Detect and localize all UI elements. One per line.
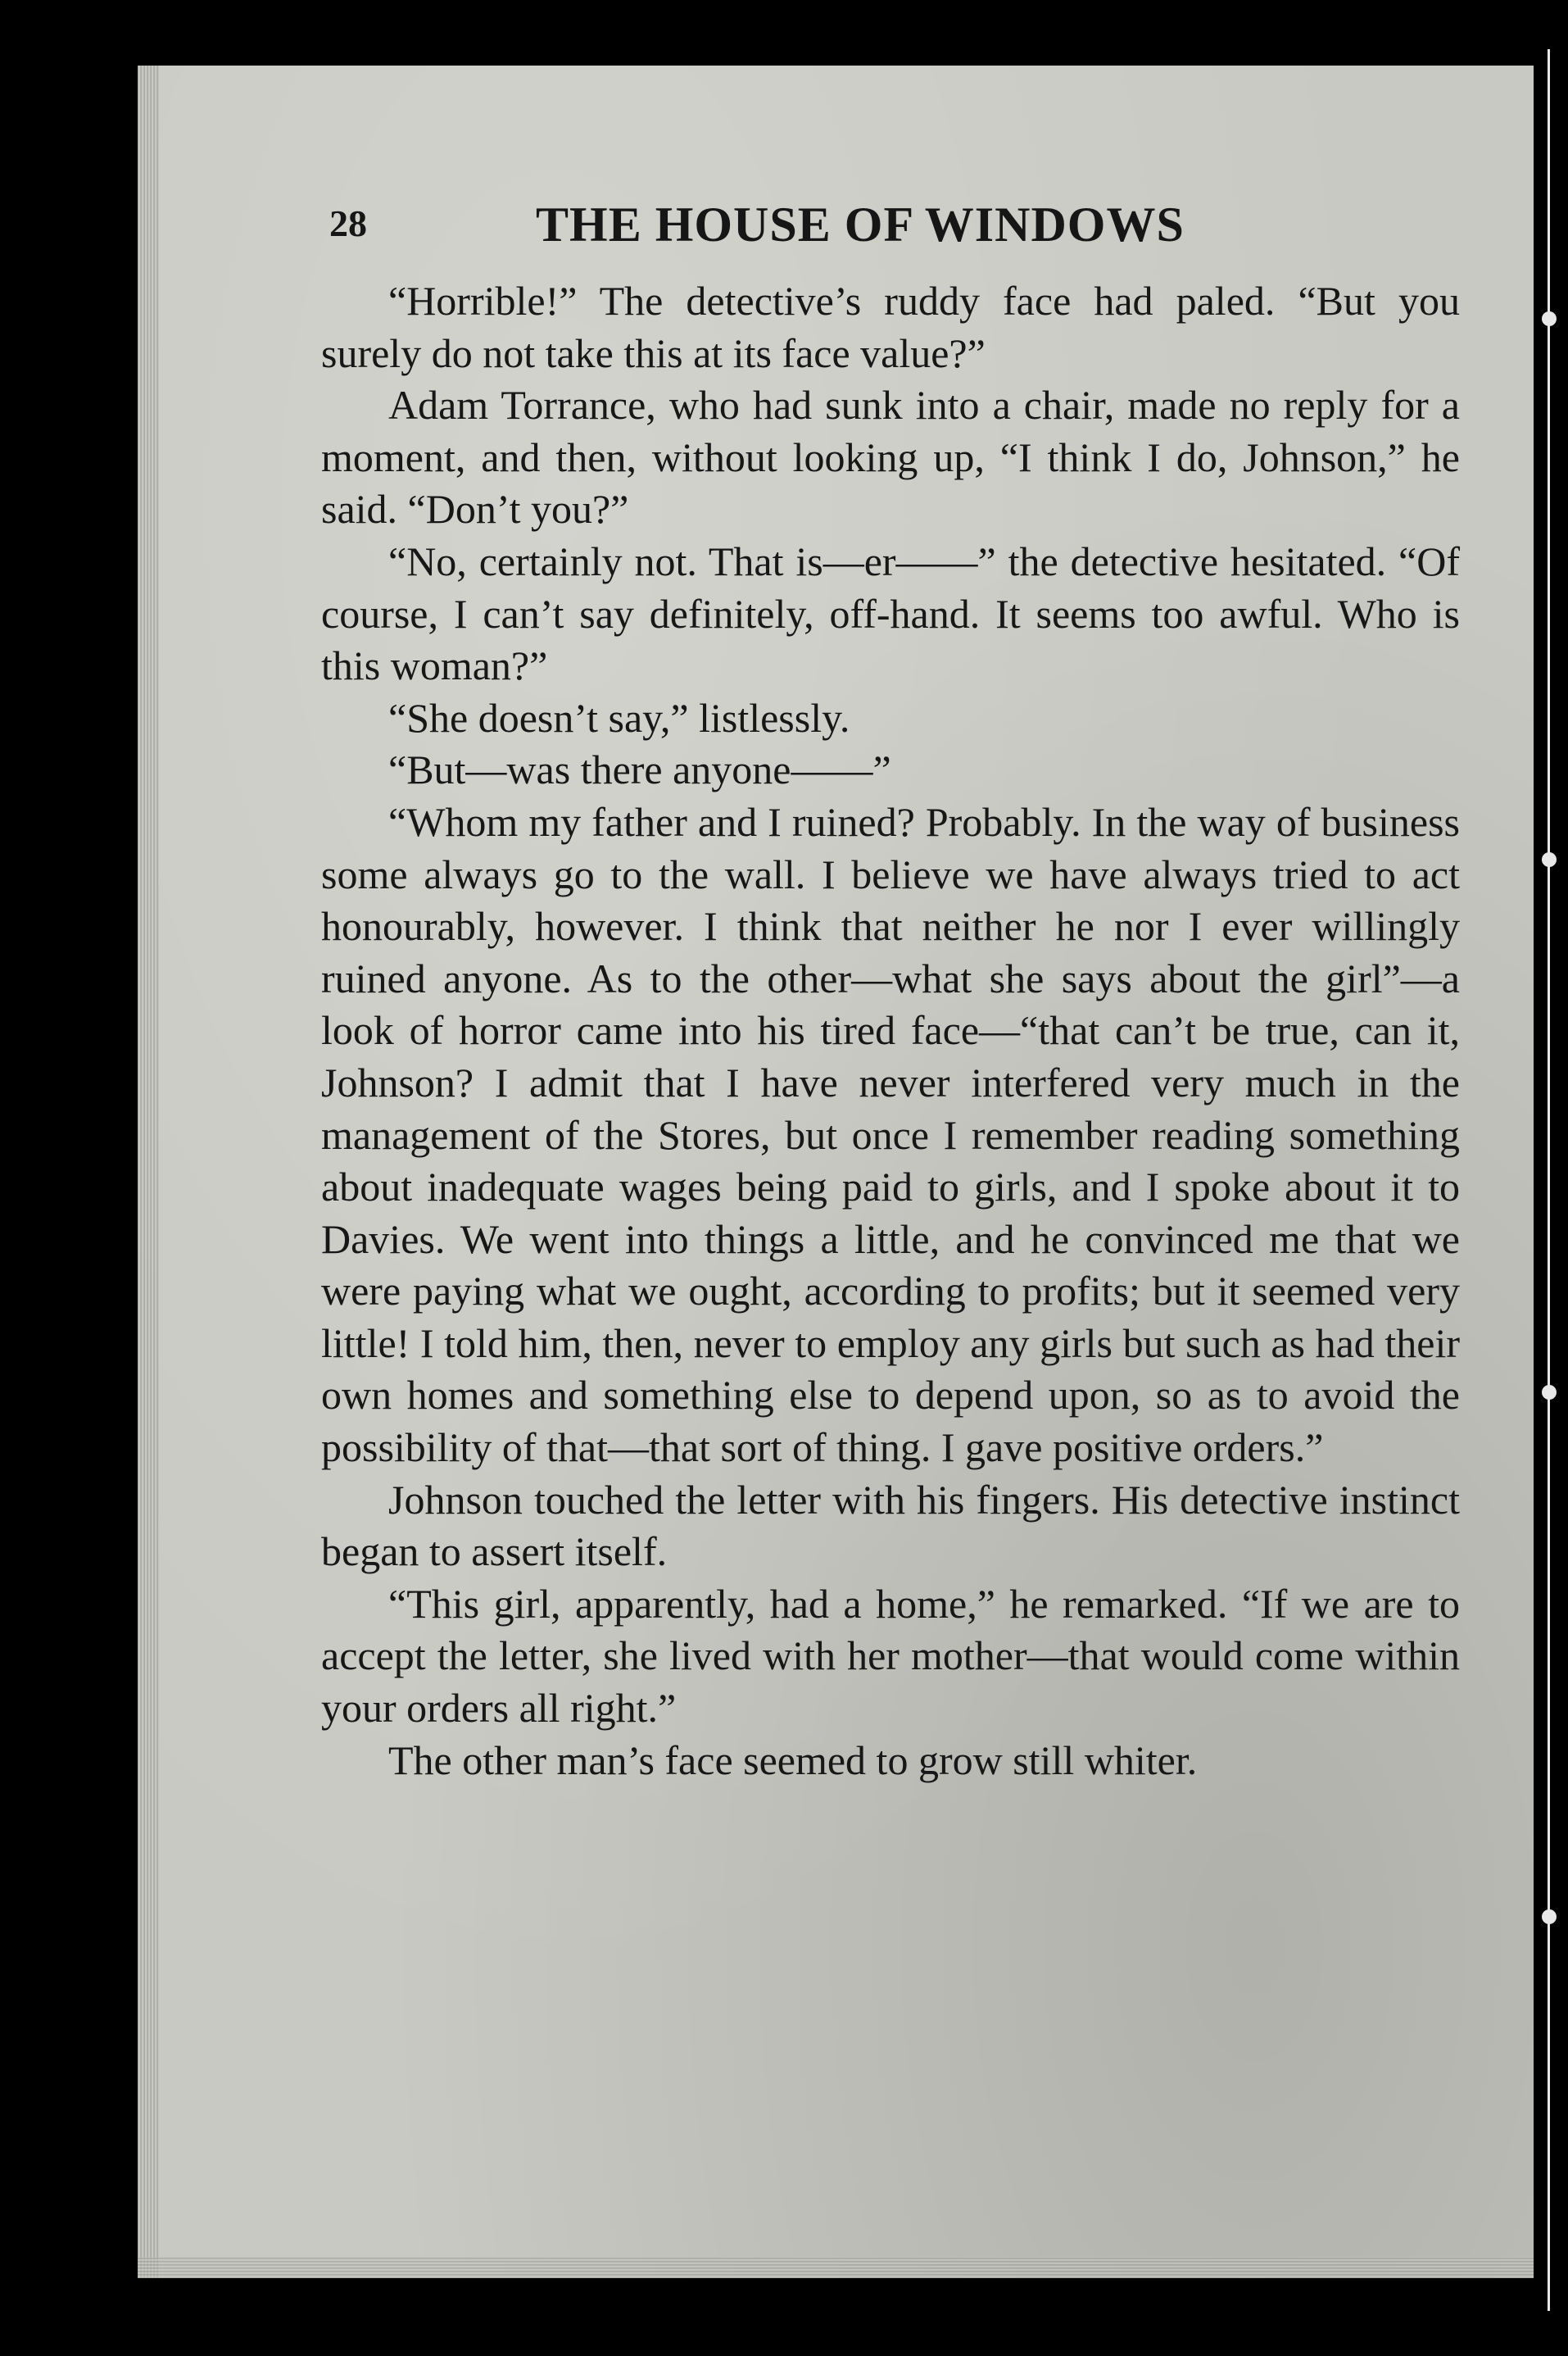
page-number: 28: [329, 202, 367, 244]
running-header: [329, 197, 1394, 262]
binding-dot: [1542, 852, 1557, 867]
body-text: [321, 275, 1460, 1786]
binding-dot: [1542, 1385, 1557, 1400]
binding-edge: [1534, 49, 1568, 2311]
page-stack-left-edge: [138, 66, 159, 2278]
paragraph: “Horrible!” The detective’s ruddy face had paled. “But you surely do not take this at its face value?”: [321, 278, 1460, 376]
binding-dot: [1542, 1909, 1557, 1924]
paragraph: “Whom my father and I ruined? Probably. In the way of business some always go to the wall. I believe we have always tried to act honourably, however. I think that neither he nor I ever willingly ruined anyone. As to the other—what she says about the girl”—a look of horror came into his tired face—“that can’t be true, can it, Johnson? I admit that I have never interfered very much in the management of the Stores, but once I remember reading something about inadequate wages being paid to girls, and I spoke about it to Davies. We went into things a little, and he convinced me that we were paying what we ought, according to profits; but it seemed very little! I told him, then, never to employ any girls but such as had their own homes and something else to depend upon, so as to avoid the possibility of that—that sort of thing. I gave positive orders.”: [321, 798, 1460, 1471]
paragraph: Johnson touched the letter with his fingers. His detective instinct began to assert itself.: [321, 1476, 1460, 1575]
paragraph: “She doesn’t say,” listlessly.: [388, 694, 850, 741]
page-stack-bottom-edge: [138, 2257, 1534, 2278]
paragraph: Adam Torrance, who had sunk into a chair, made no reply for a moment, and then, without looking up, “I think I do, Johnson,” he said. “Don’t you?”: [321, 382, 1460, 533]
running-head-title: THE HOUSE OF WINDOWS: [536, 197, 1185, 252]
paragraph: “But—was there anyone——”: [388, 747, 891, 793]
binding-line: [1548, 49, 1550, 2311]
paragraph: “No, certainly not. That is—er——” the detective hesitated. “Of course, I can’t say definitely, off-hand. It seems too awful. Who is this woman?”: [321, 538, 1460, 689]
binding-dot: [1542, 311, 1557, 326]
paragraph: The other man’s face seemed to grow still whiter.: [388, 1736, 1198, 1783]
paragraph: “This girl, apparently, had a home,” he remarked. “If we are to accept the letter, she lived with her mother—that would come within your orders all right.”: [321, 1580, 1460, 1732]
